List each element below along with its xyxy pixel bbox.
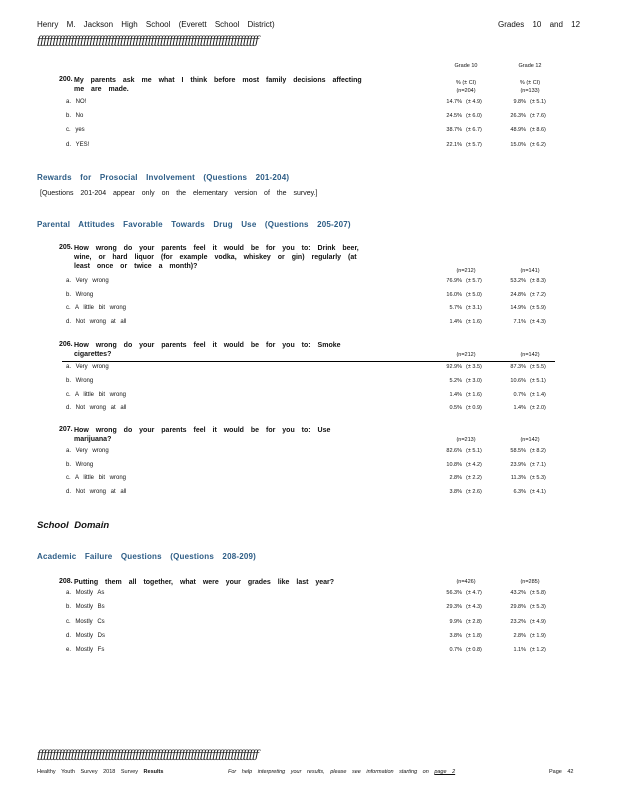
grade12-percent: 6.3%: [513, 489, 526, 496]
question-200-number: 200.: [59, 76, 73, 83]
grade12-percent: 9.8%: [513, 99, 526, 105]
question-206-line2: cigarettes?: [74, 351, 112, 358]
grade12-percent: 15.0%: [510, 141, 526, 148]
grade12-percent: 1.4%: [513, 405, 526, 412]
grade12-percent: 43.2%: [510, 590, 526, 596]
footer-page-link[interactable]: page 2: [434, 769, 456, 775]
question-205-n12: (n=141): [520, 268, 540, 274]
grade10-percent: 92.9%: [446, 364, 462, 370]
question-208-n10: (n=426): [456, 579, 476, 585]
grade12-ci: (± 7.6): [530, 113, 546, 120]
grade10-ci: (± 0.9): [466, 405, 482, 412]
grade12-percent: 29.8%: [510, 604, 526, 611]
grade10-ci: (± 2.8): [466, 618, 482, 625]
grade10-percent: 56.3%: [446, 590, 462, 596]
grade10-percent: 10.8%: [446, 461, 462, 468]
grade10-ci: (± 5.0): [466, 291, 482, 298]
answer-option-label: a. Very wrong: [66, 278, 109, 284]
school-domain-heading: School Domain: [37, 520, 110, 531]
question-205-line1: How wrong do your parents feel it would be for you to: Drink beer,: [74, 245, 359, 252]
question-206-n10: (n=212): [456, 352, 476, 358]
grade10-stat-label: % (± CI): [455, 80, 477, 86]
question-205-text: [74, 244, 359, 271]
grade12-ci: (± 5.1): [530, 99, 546, 105]
answer-option-label: b. No: [66, 113, 84, 120]
grade12-percent: 1.1%: [513, 647, 526, 654]
section-prosocial-heading: Rewards for Prosocial Involvement (Questions 201-204): [37, 173, 290, 182]
grade12-percent: 23.2%: [510, 618, 526, 625]
grade10-ci: (± 5.7): [466, 278, 482, 284]
answer-option-label: d. Not wrong at all: [66, 489, 127, 496]
question-206-number: 206.: [59, 341, 73, 348]
grade10-percent: 76.9%: [446, 278, 462, 284]
grade10-ci: (± 1.6): [466, 318, 482, 325]
question-207-number: 207.: [59, 426, 73, 433]
question-208-number: 208.: [59, 578, 73, 585]
footer-rule: ƒƒƒƒƒƒƒƒƒƒƒƒƒƒƒƒƒƒƒƒƒƒƒƒƒƒƒƒƒƒƒƒƒƒƒƒƒƒƒƒƒƒƒƒƒƒƒƒƒƒƒƒƒƒƒƒƒƒƒƒƒƒƒƒƒƒƒƒƒƒƒƒ: [37, 748, 259, 761]
question-206-divider: [62, 361, 555, 362]
grade10-ci: (± 5.1): [466, 448, 482, 454]
grade10-heading: Grade 10: [454, 63, 478, 69]
grade10-percent: 9.9%: [449, 618, 462, 625]
grade12-ci: (± 7.1): [530, 461, 546, 468]
grade10-percent: 5.2%: [449, 377, 462, 384]
grade10-percent: 0.7%: [449, 647, 462, 654]
answer-option-label: b. Mostly Bs: [66, 604, 105, 611]
grade12-percent: 11.3%: [510, 475, 526, 482]
grade12-ci: (± 5.1): [530, 377, 546, 384]
answer-option-label: c. Mostly Cs: [66, 618, 105, 625]
grade12-percent: 23.9%: [510, 461, 526, 468]
grade10-percent: 38.7%: [446, 127, 462, 134]
grade12-ci: (± 4.9): [530, 618, 546, 625]
answer-option-label: b. Wrong: [66, 291, 94, 298]
grade10-ci: (± 1.6): [466, 391, 482, 398]
grade12-ci: (± 5.5): [530, 364, 546, 370]
question-208-line1: Putting them all together, what were your grades like last year?: [74, 579, 335, 586]
question-200-line2: me are made.: [74, 86, 129, 93]
answer-option-label: d. YES!: [66, 141, 90, 148]
header-rule: ƒƒƒƒƒƒƒƒƒƒƒƒƒƒƒƒƒƒƒƒƒƒƒƒƒƒƒƒƒƒƒƒƒƒƒƒƒƒƒƒƒƒƒƒƒƒƒƒƒƒƒƒƒƒƒƒƒƒƒƒƒƒƒƒƒƒƒƒƒƒƒƒ: [37, 34, 259, 47]
answer-option-label: a. NO!: [66, 99, 87, 105]
footer-help-sentence: For help interpreting your results, please see information starting on: [228, 769, 429, 775]
grade12-percent: 14.9%: [510, 305, 526, 311]
grade10-percent: 24.5%: [446, 113, 462, 120]
question-208-n12: (n=285): [520, 579, 540, 585]
grade10-ci: (± 4.9): [466, 99, 482, 105]
grade12-ci: (± 8.3): [530, 278, 546, 284]
grade10-ci: (± 5.7): [466, 141, 482, 148]
question-205-n10: (n=212): [456, 268, 476, 274]
question-206-line1: How wrong do your parents feel it would be for you to: Smoke: [74, 342, 341, 349]
question-200-n12: (n=133): [520, 88, 540, 94]
answer-option-label: b. Wrong: [66, 461, 94, 468]
grade12-ci: (± 5.8): [530, 590, 546, 596]
grade10-ci: (± 3.1): [466, 305, 482, 311]
grade10-percent: 16.0%: [446, 291, 462, 298]
grade10-percent: 1.4%: [449, 391, 462, 398]
answer-option-label: a. Very wrong: [66, 364, 109, 370]
grade10-percent: 2.8%: [449, 475, 462, 482]
footer-help-text: [228, 769, 455, 775]
answer-option-label: d. Not wrong at all: [66, 318, 127, 325]
answer-option-label: b. Wrong: [66, 377, 94, 384]
grade10-percent: 5.7%: [449, 305, 462, 311]
question-200-text: [74, 76, 362, 94]
footer-survey-name: Healthy Youth Survey 2018 Survey: [37, 769, 139, 775]
grade10-ci: (± 4.3): [466, 604, 482, 611]
grade10-percent: 1.4%: [449, 318, 462, 325]
footer-results-label: Results: [143, 769, 164, 775]
grade12-ci: (± 8.2): [530, 448, 546, 454]
grade10-percent: 82.6%: [446, 448, 462, 454]
report-header-grades: Grades 10 and 12: [498, 20, 581, 29]
grade10-percent: 22.1%: [446, 141, 462, 148]
grade12-percent: 24.8%: [510, 291, 526, 298]
question-205-line2: wine, or hard liquor (for example vodka, whiskey or gin) regularly (at: [74, 254, 357, 261]
section-parental-heading: Parental Attitudes Favorable Towards Drug Use (Questions 205-207): [37, 220, 351, 229]
section-prosocial-note: [Questions 201-204 appear only on the elementary version of the survey.]: [40, 190, 318, 197]
question-208-text: [74, 578, 334, 587]
grade10-ci: (± 4.7): [466, 590, 482, 596]
grade12-ci: (± 1.2): [530, 647, 546, 654]
grade12-ci: (± 6.2): [530, 141, 546, 148]
grade12-percent: 58.5%: [510, 448, 526, 454]
grade12-percent: 7.1%: [513, 318, 526, 325]
grade10-percent: 3.8%: [449, 489, 462, 496]
answer-option-label: c. A little bit wrong: [66, 475, 127, 482]
grade12-ci: (± 4.3): [530, 318, 546, 325]
grade10-percent: 0.5%: [449, 405, 462, 412]
section-academic-heading: Academic Failure Questions (Questions 208-209): [37, 552, 257, 561]
answer-option-label: c. A little bit wrong: [66, 305, 127, 311]
grade12-ci: (± 1.9): [530, 632, 546, 639]
answer-option-label: a. Mostly As: [66, 590, 105, 596]
grade10-ci: (± 3.5): [466, 364, 482, 370]
grade10-ci: (± 3.0): [466, 377, 482, 384]
grade12-ci: (± 4.1): [530, 489, 546, 496]
answer-option-label: c. A little bit wrong: [66, 391, 127, 398]
grade10-percent: 3.8%: [449, 632, 462, 639]
grade12-ci: (± 7.2): [530, 291, 546, 298]
grade10-percent: 29.3%: [446, 604, 462, 611]
grade12-ci: (± 2.0): [530, 405, 546, 412]
grade10-ci: (± 2.2): [466, 475, 482, 482]
grade12-ci: (± 8.6): [530, 127, 546, 134]
grade10-ci: (± 6.7): [466, 127, 482, 134]
grade12-stat-label: % (± CI): [519, 80, 541, 86]
grade10-ci: (± 2.6): [466, 489, 482, 496]
report-header-title: Henry M. Jackson High School (Everett School District): [37, 20, 275, 29]
question-206-text: [74, 341, 341, 359]
question-205-number: 205.: [59, 244, 73, 251]
grade12-ci: (± 5.3): [530, 475, 546, 482]
answer-option-label: e. Mostly Fs: [66, 647, 105, 654]
grade12-percent: 87.3%: [510, 364, 526, 370]
question-207-line1: How wrong do your parents feel it would be for you to: Use: [74, 427, 331, 434]
answer-option-label: d. Mostly Ds: [66, 632, 106, 639]
question-207-n12: (n=142): [520, 437, 540, 443]
question-206-n12: (n=142): [520, 352, 540, 358]
question-207-line2: marijuana?: [74, 436, 112, 443]
grade12-heading: Grade 12: [518, 63, 542, 69]
answer-option-label: d. Not wrong at all: [66, 405, 127, 412]
grade12-ci: (± 5.3): [530, 604, 546, 611]
grade12-percent: 0.7%: [513, 391, 526, 398]
footer-survey-title: [37, 769, 163, 775]
grade10-ci: (± 6.0): [466, 113, 482, 120]
question-207-text: [74, 426, 330, 444]
grade12-ci: (± 1.4): [530, 391, 546, 398]
grade10-percent: 14.7%: [446, 99, 462, 105]
grade10-ci: (± 1.8): [466, 632, 482, 639]
grade10-ci: (± 0.8): [466, 647, 482, 654]
grade12-percent: 26.3%: [510, 113, 526, 120]
question-207-n10: (n=213): [456, 437, 476, 443]
grade12-percent: 10.6%: [510, 377, 526, 384]
question-200-n10: (n=204): [456, 88, 476, 94]
grade12-percent: 48.9%: [510, 127, 526, 134]
answer-option-label: a. Very wrong: [66, 448, 109, 454]
grade10-ci: (± 4.2): [466, 461, 482, 468]
grade12-percent: 53.2%: [510, 278, 526, 284]
answer-option-label: c. yes: [66, 127, 85, 134]
question-205-line3: least once or twice a month)?: [74, 263, 198, 270]
grade12-ci: (± 5.9): [530, 305, 546, 311]
footer-page-number: Page 42: [549, 769, 574, 775]
question-200-line1: My parents ask me what I think before most family decisions affecting: [74, 77, 362, 84]
grade12-percent: 2.8%: [513, 632, 526, 639]
